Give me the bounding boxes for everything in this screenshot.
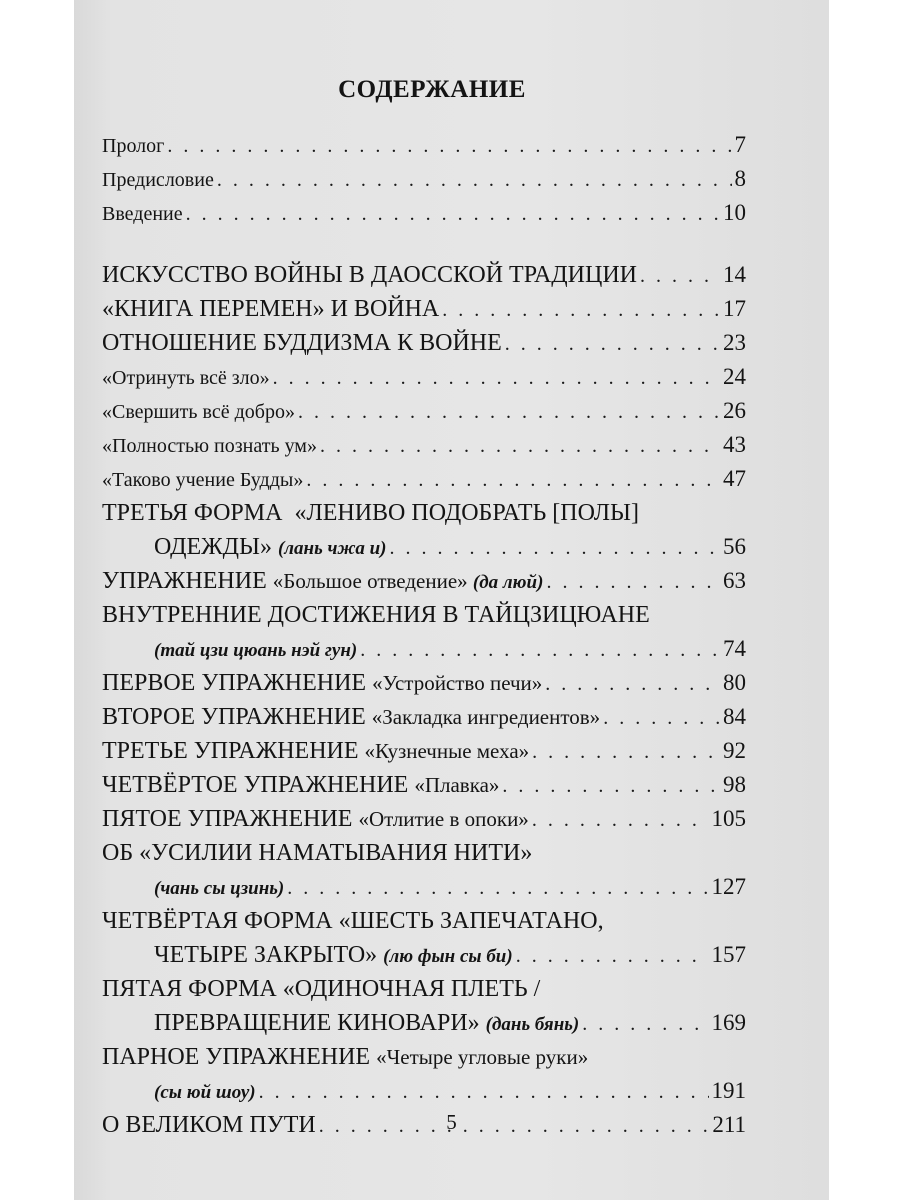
toc-transliteration: (сы юй шоу) (154, 1082, 256, 1103)
toc-entry (102, 128, 746, 162)
toc-page-number: 191 (711, 1078, 746, 1103)
toc-transliteration: (дань бянь) (485, 1014, 580, 1035)
toc-page-number: 14 (723, 262, 746, 287)
toc-entry-title: ОТНОШЕНИЕ БУДДИЗМА К ВОЙНЕ (102, 330, 502, 356)
toc-entry-title: ОДЕЖДЫ» (154, 534, 278, 560)
toc-page-number: 8 (734, 166, 746, 191)
toc-entry-title: «Устройство печи» (372, 671, 543, 695)
toc-page-number: 157 (711, 942, 746, 967)
toc-page-number: 169 (711, 1010, 746, 1035)
dot-leader (298, 395, 720, 429)
toc-transliteration: (тай цзи цюань нэй гун) (154, 640, 358, 661)
toc-transliteration: (да люй) (472, 572, 544, 593)
toc-entry (102, 904, 746, 938)
toc-entry (102, 360, 746, 394)
toc-entry-title: «Отлитие в опоки» (358, 807, 529, 831)
dot-leader (390, 531, 720, 565)
toc-entry (102, 258, 746, 292)
toc-page-number: 211 (712, 1112, 746, 1137)
toc-entry (102, 666, 746, 700)
toc-entry-title: «Отринуть всё зло» (102, 367, 270, 389)
dot-leader (217, 163, 732, 197)
toc-entry (102, 700, 746, 734)
toc-entry (102, 394, 746, 428)
toc-page-number: 23 (723, 330, 746, 355)
dot-leader (545, 667, 720, 701)
toc-transliteration: (чань сы цзинь) (154, 878, 285, 899)
toc-entry (102, 870, 746, 904)
toc-entry (102, 1040, 746, 1074)
dot-leader (259, 1075, 709, 1109)
toc-entry (102, 1074, 746, 1108)
section-gap (102, 230, 746, 258)
toc-entry-title: «Полностью познать ум» (102, 435, 317, 457)
toc-entry (102, 292, 746, 326)
toc-entry-title: ЧЕТЫРЕ ЗАКРЫТО» (154, 942, 384, 968)
dot-leader (502, 769, 720, 803)
dot-leader (320, 429, 720, 463)
toc-entry (102, 802, 746, 836)
toc-entry-title: УПРАЖНЕНИЕ (102, 568, 273, 594)
toc-page-number: 98 (723, 772, 746, 797)
toc-page-number: 26 (723, 398, 746, 423)
toc-entry (102, 428, 746, 462)
toc-entry-title: «Свершить всё добро» (102, 401, 295, 423)
toc-entry-title: ПЕРВОЕ УПРАЖНЕНИЕ (102, 670, 373, 696)
toc-page-number: 63 (723, 568, 746, 593)
toc-page-number: 127 (711, 874, 746, 899)
toc-entry (102, 938, 746, 972)
toc-entry-title: Предисловие (102, 169, 214, 191)
toc-entry (102, 196, 746, 230)
toc-entry (102, 598, 746, 632)
dot-leader (582, 1007, 708, 1041)
toc-entry-title: «Четыре угловые руки» (376, 1045, 589, 1069)
toc-page-number: 92 (723, 738, 746, 763)
toc-entry-title: «Таково учение Будды» (102, 469, 304, 491)
toc-entry-title: ЧЕТВЁРТАЯ ФОРМА «ШЕСТЬ ЗАПЕЧАТАНО, (102, 908, 604, 934)
dot-leader (360, 633, 720, 667)
toc-entry (102, 1006, 746, 1040)
toc-entry-title: «Большое отведение» (272, 569, 473, 593)
toc-entry (102, 530, 746, 564)
toc-entry-title: ОБ «УСИЛИИ НАМАТЫВАНИЯ НИТИ» (102, 840, 533, 866)
toc-entry-title: Введение (102, 203, 183, 225)
dot-leader (306, 463, 720, 497)
toc-entry (102, 162, 746, 196)
toc-entry (102, 734, 746, 768)
toc-entry-title: ТРЕТЬЕ УПРАЖНЕНИЕ (102, 738, 365, 764)
toc-page-number: 47 (723, 466, 746, 491)
toc-entry-title: ИСКУССТВО ВОЙНЫ В ДАОССКОЙ ТРАДИЦИИ (102, 262, 638, 288)
toc-entry (102, 496, 746, 530)
toc-entry-title: ВТОРОЕ УПРАЖНЕНИЕ (102, 704, 372, 730)
toc-page-number: 80 (723, 670, 746, 695)
toc-entry (102, 564, 746, 598)
dot-leader (532, 803, 709, 837)
toc-page-number: 7 (734, 132, 746, 157)
toc-page-number: 74 (723, 636, 746, 661)
table-of-contents (102, 70, 746, 1142)
toc-list (102, 128, 746, 1142)
toc-entry (102, 972, 746, 1006)
dot-leader (167, 129, 731, 163)
dot-leader (532, 735, 720, 769)
toc-page-number: 17 (723, 296, 746, 321)
dot-leader (186, 197, 720, 231)
toc-page-number: 10 (723, 200, 746, 225)
dot-leader (546, 565, 720, 599)
toc-entry-title: ПАРНОЕ УПРАЖНЕНИЕ (102, 1044, 377, 1070)
toc-transliteration: (лань чжа и) (277, 538, 387, 559)
dot-leader (273, 361, 720, 395)
toc-entry-title: ЧЕТВЁРТОЕ УПРАЖНЕНИЕ (102, 772, 415, 798)
toc-entry-title: ПРЕВРАЩЕНИЕ КИНОВАРИ» (154, 1010, 486, 1036)
toc-entry (102, 768, 746, 802)
toc-entry (102, 462, 746, 496)
dot-leader (516, 939, 709, 973)
toc-entry (102, 836, 746, 870)
page-title: СОДЕРЖАНИЕ (338, 76, 526, 103)
toc-entry-title: «КНИГА ПЕРЕМЕН» И ВОЙНА (102, 296, 440, 322)
toc-page-number: 84 (723, 704, 746, 729)
toc-page-number: 43 (723, 432, 746, 457)
toc-entry-title: «Закладка ингредиентов» (371, 705, 601, 729)
dot-leader (640, 259, 720, 293)
toc-entry-title: Пролог (102, 135, 165, 157)
dot-leader (442, 293, 720, 327)
book-page (74, 0, 829, 1200)
toc-page-number: 24 (723, 364, 746, 389)
dot-leader (603, 701, 720, 735)
toc-transliteration: (лю фын сы би) (383, 946, 513, 967)
dot-leader (287, 871, 708, 905)
toc-entry-title: ТРЕТЬЯ ФОРМА «ЛЕНИВО ПОДОБРАТЬ [ПОЛЫ] (102, 500, 639, 526)
toc-entry (102, 326, 746, 360)
dot-leader (505, 327, 720, 361)
toc-entry-title: «Плавка» (414, 773, 500, 797)
toc-entry (102, 632, 746, 666)
toc-entry-title: ВНУТРЕННИЕ ДОСТИЖЕНИЯ В ТАЙЦЗИЦЮАНЕ (102, 602, 650, 628)
toc-entry-title: «Кузнечные меха» (364, 739, 530, 763)
toc-entry-title: ПЯТАЯ ФОРМА «ОДИНОЧНАЯ ПЛЕТЬ / (102, 976, 541, 1002)
page-number: 5 (446, 1110, 457, 1134)
toc-page-number: 56 (723, 534, 746, 559)
toc-entry-title: ПЯТОЕ УПРАЖНЕНИЕ (102, 806, 359, 832)
toc-page-number: 105 (711, 806, 746, 831)
toc-entry-title: О ВЕЛИКОМ ПУТИ (102, 1112, 316, 1138)
